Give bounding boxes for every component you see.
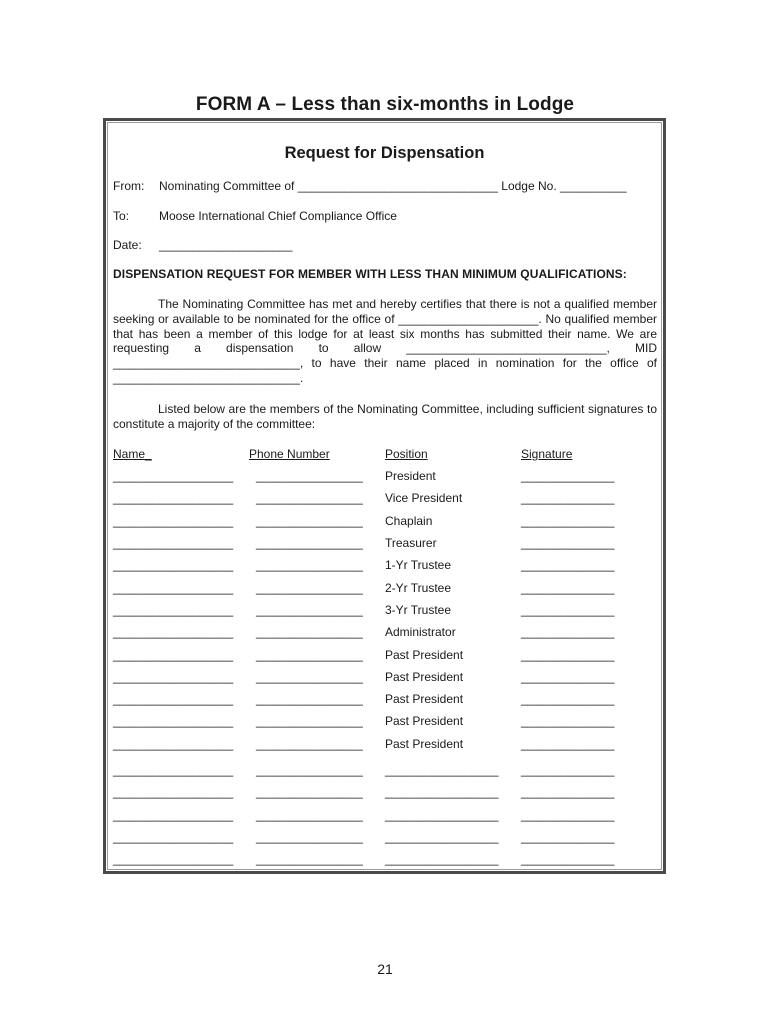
position-field[interactable]: _________________ bbox=[385, 830, 499, 844]
phone-field[interactable]: ________________ bbox=[256, 670, 363, 684]
name-field[interactable]: __________________ bbox=[113, 785, 234, 799]
signature-field[interactable]: ______________ bbox=[521, 714, 615, 728]
position: 2-Yr Trustee bbox=[385, 581, 452, 595]
name-field[interactable]: __________________ bbox=[113, 737, 234, 751]
phone-field[interactable]: ________________ bbox=[256, 763, 363, 777]
section-heading: DISPENSATION REQUEST FOR MEMBER WITH LESS THAN MINIMUM QUALIFICATIONS: bbox=[113, 267, 627, 281]
phone-field[interactable]: ________________ bbox=[256, 830, 363, 844]
signature-field[interactable]: ______________ bbox=[521, 808, 615, 822]
header-name: Name_ bbox=[113, 447, 152, 461]
position: Past President bbox=[385, 692, 464, 706]
phone-field[interactable]: ________________ bbox=[256, 625, 363, 639]
signature-field[interactable]: ______________ bbox=[521, 830, 615, 844]
to-label: To: bbox=[113, 209, 130, 223]
phone-field[interactable]: ________________ bbox=[256, 714, 363, 728]
name-field[interactable]: __________________ bbox=[113, 670, 234, 684]
position: President bbox=[385, 469, 436, 483]
name-field[interactable]: __________________ bbox=[113, 536, 234, 550]
position-field[interactable]: _________________ bbox=[385, 763, 499, 777]
name-field[interactable]: __________________ bbox=[113, 714, 234, 728]
phone-field[interactable]: ________________ bbox=[256, 808, 363, 822]
committee-paragraph: Listed below are the members of the Nominating Committee, including sufficient signatures to constitute a majority of the committee: bbox=[113, 402, 657, 431]
name-field[interactable]: __________________ bbox=[113, 625, 234, 639]
name-field[interactable]: __________________ bbox=[113, 514, 234, 528]
name-field[interactable]: __________________ bbox=[113, 692, 234, 706]
header-phone: Phone Number bbox=[249, 447, 330, 461]
phone-field[interactable]: ________________ bbox=[256, 852, 363, 866]
signature-field[interactable]: ______________ bbox=[521, 603, 615, 617]
name-field[interactable]: __________________ bbox=[113, 603, 234, 617]
position: Past President bbox=[385, 737, 464, 751]
phone-field[interactable]: ________________ bbox=[256, 581, 363, 595]
name-field[interactable]: __________________ bbox=[113, 469, 234, 483]
phone-field[interactable]: ________________ bbox=[256, 785, 363, 799]
signature-field[interactable]: ______________ bbox=[521, 625, 615, 639]
name-field[interactable]: __________________ bbox=[113, 581, 234, 595]
position-field[interactable]: _________________ bbox=[385, 785, 499, 799]
signature-field[interactable]: ______________ bbox=[521, 670, 615, 684]
signature-field[interactable]: ______________ bbox=[521, 536, 615, 550]
name-field[interactable]: __________________ bbox=[113, 852, 234, 866]
position: Past President bbox=[385, 714, 464, 728]
position: 1-Yr Trustee bbox=[385, 558, 452, 572]
request-title: Request for Dispensation bbox=[284, 144, 485, 162]
date-field[interactable]: ____________________ bbox=[159, 238, 293, 252]
position: Vice President bbox=[385, 491, 463, 505]
certification-paragraph: The Nominating Committee has met and hereby certifies that there is not a qualified member seeking or available to be nominated for the office of _____________________. No qualified member that has been a member of this lodge for at least six months has submitted their name. We are requesting a dispensation to allow ______________________________, MID ____________________________, to have their name placed in nomination for the office of ____________________________. bbox=[113, 297, 657, 385]
to-value: Moose International Chief Compliance Office bbox=[159, 209, 397, 223]
signature-field[interactable]: ______________ bbox=[521, 648, 615, 662]
phone-field[interactable]: ________________ bbox=[256, 514, 363, 528]
signature-field[interactable]: ______________ bbox=[521, 491, 615, 505]
phone-field[interactable]: ________________ bbox=[256, 469, 363, 483]
name-field[interactable]: __________________ bbox=[113, 491, 234, 505]
signature-field[interactable]: ______________ bbox=[521, 763, 615, 777]
phone-field[interactable]: ________________ bbox=[256, 491, 363, 505]
position-field[interactable]: _________________ bbox=[385, 808, 499, 822]
signature-field[interactable]: ______________ bbox=[521, 692, 615, 706]
name-field[interactable]: __________________ bbox=[113, 558, 234, 572]
position: Chaplain bbox=[385, 514, 433, 528]
phone-field[interactable]: ________________ bbox=[256, 737, 363, 751]
position: Past President bbox=[385, 670, 464, 684]
signature-field[interactable]: ______________ bbox=[521, 514, 615, 528]
signature-field[interactable]: ______________ bbox=[521, 581, 615, 595]
signature-field[interactable]: ______________ bbox=[521, 558, 615, 572]
phone-field[interactable]: ________________ bbox=[256, 558, 363, 572]
date-label: Date: bbox=[113, 238, 142, 252]
signature-field[interactable]: ______________ bbox=[521, 469, 615, 483]
position: 3-Yr Trustee bbox=[385, 603, 452, 617]
signature-field[interactable]: ______________ bbox=[521, 852, 615, 866]
name-field[interactable]: __________________ bbox=[113, 808, 234, 822]
name-field[interactable]: __________________ bbox=[113, 763, 234, 777]
phone-field[interactable]: ________________ bbox=[256, 603, 363, 617]
signature-field[interactable]: ______________ bbox=[521, 785, 615, 799]
name-field[interactable]: __________________ bbox=[113, 648, 234, 662]
page-number: 21 bbox=[377, 961, 393, 977]
phone-field[interactable]: ________________ bbox=[256, 648, 363, 662]
phone-field[interactable]: ________________ bbox=[256, 536, 363, 550]
signature-field[interactable]: ______________ bbox=[521, 737, 615, 751]
position: Administrator bbox=[385, 625, 456, 639]
header-position: Position bbox=[385, 447, 428, 461]
phone-field[interactable]: ________________ bbox=[256, 692, 363, 706]
header-signature: Signature bbox=[521, 447, 573, 461]
from-label: From: bbox=[113, 179, 145, 193]
position: Treasurer bbox=[385, 536, 437, 550]
name-field[interactable]: __________________ bbox=[113, 830, 234, 844]
position-field[interactable]: _________________ bbox=[385, 852, 499, 866]
position: Past President bbox=[385, 648, 464, 662]
form-title: FORM A – Less than six-months in Lodge bbox=[195, 94, 575, 115]
from-field[interactable]: Nominating Committee of ______________________________ Lodge No. __________ bbox=[159, 179, 627, 193]
